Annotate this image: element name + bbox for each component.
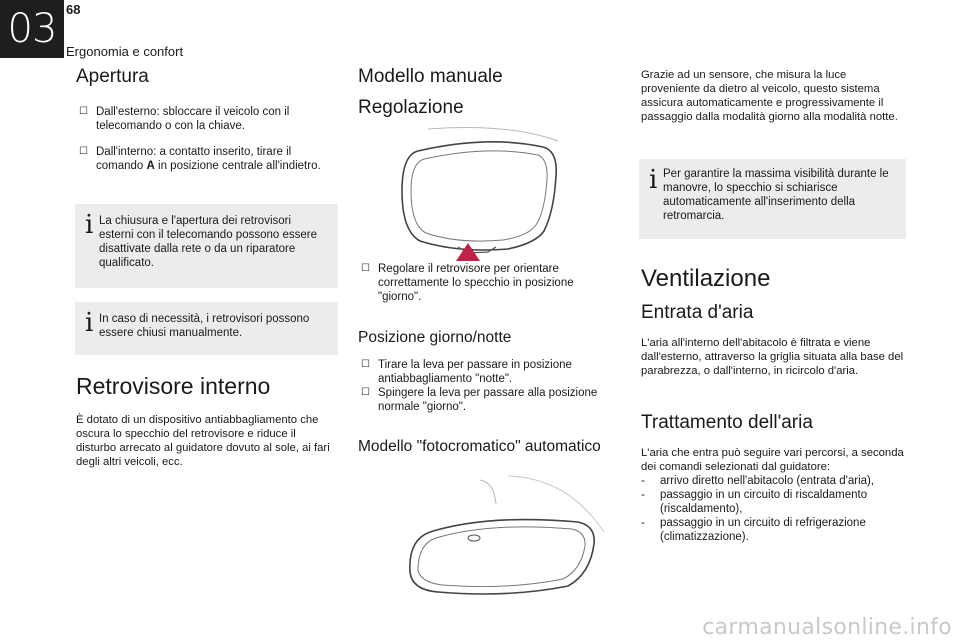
control-label: A	[146, 160, 155, 172]
info-icon: i	[85, 210, 94, 240]
dash-text: passaggio in un circuito di riscaldamento (riscaldamento),	[660, 489, 868, 515]
dash-text: arrivo diretto nell'abitacolo (entrata d'aria),	[660, 475, 875, 487]
checkbox-bullet-icon: ☐	[79, 146, 88, 157]
retrovisore-heading: Retrovisore interno	[76, 373, 271, 399]
trattamento-heading: Trattamento dell'aria	[641, 412, 813, 433]
posizione-bullet-2	[358, 386, 620, 414]
page-number: 68	[66, 2, 81, 17]
watermark: carmanualsonline.info	[702, 615, 952, 640]
trattamento-dash-1: - arrivo diretto nell'abitacolo (entrata d'aria),	[641, 475, 875, 487]
checkbox-bullet-icon: ☐	[361, 263, 370, 274]
trattamento-text: L'aria che entra può seguire vari percorsi, a seconda dei comandi selezionati dal guidatore:	[641, 447, 904, 473]
info-icon: i	[85, 308, 94, 338]
column-left	[76, 60, 338, 469]
trattamento-dash-3: - passaggio in un circuito di refrigerazione (climatizzazione).	[641, 517, 866, 543]
apertura-bullet-1	[76, 105, 338, 133]
fotocromatico-heading: Modello "fotocromatico" automatico	[358, 438, 601, 455]
manuale-heading: Modello manuale	[358, 66, 503, 87]
info-icon: i	[649, 165, 658, 195]
bullet-text: Dall'interno: a contatto inserito, tirare il comando	[96, 146, 292, 172]
column-right	[641, 60, 906, 544]
photochromic-mirror-icon	[358, 474, 620, 604]
info-box-3	[639, 159, 906, 239]
regolazione-heading: Regolazione	[358, 97, 464, 118]
entrata-text: L'aria all'interno dell'abitacolo è filtrata e viene dall'esterno, attraverso la griglia situata alla base del parabrezza, o dall'interno, in ricircolo d'aria.	[641, 337, 904, 377]
bullet-text: Dall'esterno: sbloccare il veicolo con il telecomando o con la chiave.	[96, 106, 290, 132]
bullet-text: Spingere la leva per passare alla posizione normale "giorno".	[378, 387, 598, 413]
bullet-text: in posizione centrale all'indietro.	[154, 160, 321, 172]
posizione-bullet-1	[358, 358, 620, 386]
apertura-heading: Apertura	[76, 66, 149, 87]
entrata-heading: Entrata d'aria	[641, 302, 754, 323]
dash-text: passaggio in un circuito di refrigerazione (climatizzazione).	[660, 517, 866, 543]
checkbox-bullet-icon: ☐	[361, 387, 370, 398]
info-box-1	[75, 204, 338, 288]
regolazione-bullet	[358, 262, 620, 304]
checkbox-bullet-icon: ☐	[361, 359, 370, 370]
ventilazione-heading: Ventilazione	[641, 265, 771, 292]
photochromic-mirror-illustration	[358, 474, 620, 604]
info-text: Per garantire la massima visibilità durante le manovre, lo specchio si schiarisce automaticamente all'inserimento della retromarcia.	[663, 168, 889, 222]
manual-mirror-illustration	[358, 121, 620, 261]
chapter-tab: 03	[0, 0, 64, 58]
sensor-text: Grazie ad un sensore, che misura la luce proveniente da dietro al veicolo, questo sistema assicura automaticamente e progressivamente il passaggio dalla modalità giorno alla modalità notte.	[641, 69, 898, 123]
manual-mirror-icon	[358, 121, 620, 261]
info-text: La chiusura e l'apertura dei retrovisori esterni con il telecomando possono essere disattivate dalla rete o da un riparatore qualificato.	[99, 215, 317, 269]
trattamento-dash-2: - passaggio in un circuito di riscaldamento (riscaldamento),	[641, 489, 868, 515]
column-middle	[358, 60, 620, 604]
apertura-bullet-2	[76, 145, 338, 173]
info-text: In caso di necessità, i retrovisori possono essere chiusi manualmente.	[99, 313, 310, 339]
bullet-text: Regolare il retrovisore per orientare correttamente lo specchio in posizione "giorno".	[378, 263, 574, 303]
section-title: Ergonomia e confort	[66, 44, 184, 59]
checkbox-bullet-icon: ☐	[79, 106, 88, 117]
bullet-text: Tirare la leva per passare in posizione antiabbagliamento "notte".	[378, 359, 572, 385]
posizione-heading: Posizione giorno/notte	[358, 329, 512, 346]
retrovisore-text: È dotato di un dispositivo antiabbagliamento che oscura lo specchio del retrovisore e riduce il disturbo arrecato al guidatore dovuto al sole, ai fari degli altri veicoli, ecc.	[76, 414, 330, 468]
info-box-2	[75, 302, 338, 355]
